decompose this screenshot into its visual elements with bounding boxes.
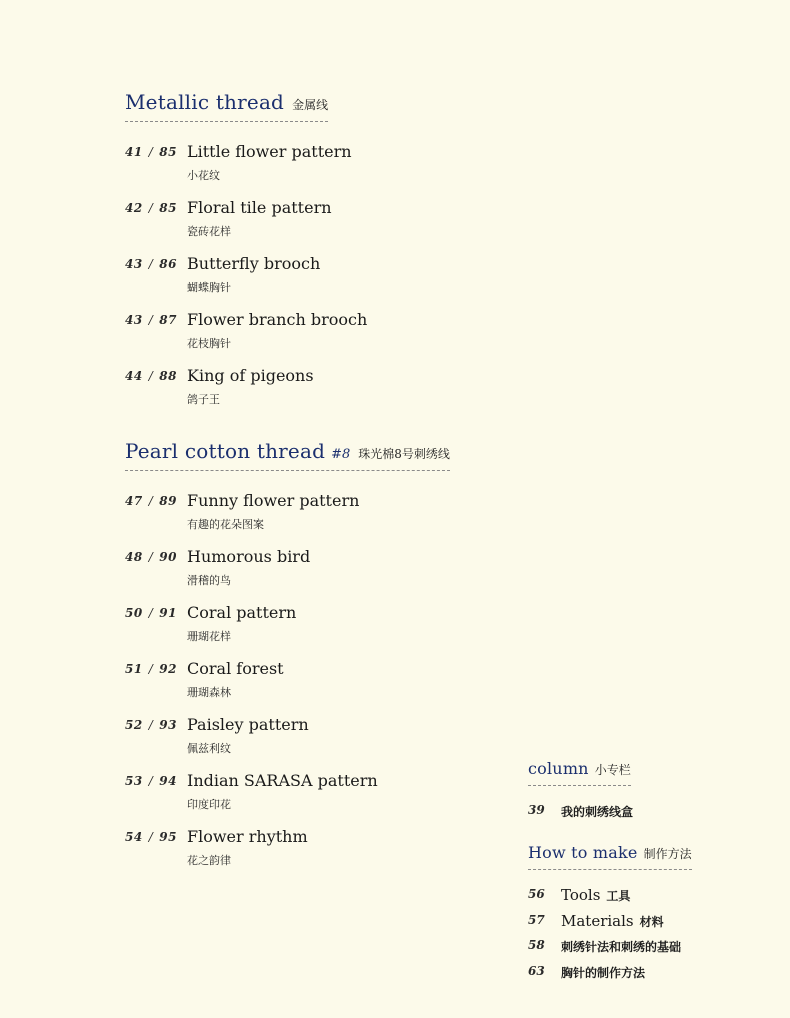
page-numbers: 41 / 85: [125, 145, 177, 159]
entry-title-en: Butterfly brooch: [187, 254, 321, 273]
entry-title-zh: 滑稽的鸟: [187, 574, 231, 587]
item-title-zh: 胸针的制作方法: [561, 965, 646, 980]
entry-title-en: Little flower pattern: [187, 142, 352, 161]
page-number: 56: [528, 887, 545, 901]
item-title: [561, 912, 664, 930]
list-item[interactable]: [125, 603, 450, 659]
section-metallic-thread: [125, 90, 368, 422]
entry-title-en: Coral pattern: [187, 603, 297, 622]
entry-list: [125, 142, 368, 422]
list-item[interactable]: [125, 827, 450, 883]
list-item[interactable]: [125, 142, 352, 198]
list-item[interactable]: [528, 937, 692, 963]
entry-title-en: Indian SARASA pattern: [187, 771, 378, 790]
section-heading: [528, 843, 692, 870]
list-item[interactable]: [125, 254, 328, 310]
section-title-en: Pearl cotton thread: [125, 439, 326, 463]
entry-title-zh: 花枝胸针: [187, 337, 231, 350]
entry-title-zh: 鸽子王: [187, 393, 220, 406]
section-heading: [125, 90, 328, 122]
page-number: 58: [528, 938, 545, 952]
list-item[interactable]: [528, 912, 692, 938]
list-item[interactable]: [528, 963, 692, 989]
section-heading: [125, 439, 450, 471]
how-to-list: [528, 886, 692, 988]
entry-title-zh: 珊瑚森林: [187, 686, 231, 699]
list-item[interactable]: [125, 366, 328, 422]
page-numbers: 54 / 95: [125, 830, 177, 844]
entry-title-zh: 印度印花: [187, 798, 231, 811]
entry-title-en: Coral forest: [187, 659, 284, 678]
list-item[interactable]: [125, 310, 368, 366]
list-item[interactable]: [125, 547, 450, 603]
entry-title-en: Humorous bird: [187, 547, 311, 566]
page-numbers: 50 / 91: [125, 606, 177, 620]
item-title-en: Materials: [561, 911, 634, 930]
list-item[interactable]: [528, 802, 634, 828]
entry-title-en: Flower rhythm: [187, 827, 308, 846]
page-numbers: 43 / 86: [125, 257, 177, 271]
item-title-zh: 工具: [606, 889, 631, 903]
section-title-zh: 小专栏: [594, 763, 631, 777]
entry-title-zh: 佩兹利纹: [187, 742, 231, 755]
list-item[interactable]: [528, 886, 692, 912]
section-title-zh: 金属线: [292, 98, 329, 112]
item-title: [561, 886, 630, 904]
entry-title-zh: 珊瑚花样: [187, 630, 231, 643]
entry-title-zh: 小花纹: [187, 169, 220, 182]
list-item[interactable]: [125, 198, 332, 254]
section-title-zh: 珠光棉8号刺绣线: [358, 447, 450, 461]
list-item[interactable]: [125, 771, 450, 827]
page-numbers: 53 / 94: [125, 774, 177, 788]
section-heading: [528, 759, 631, 786]
entry-title-en: King of pigeons: [187, 366, 314, 385]
section-title-en: How to make: [528, 843, 638, 862]
section-how-to-make: [528, 843, 692, 988]
entry-title-en: Floral tile pattern: [187, 198, 332, 217]
entry-list: [125, 491, 450, 883]
item-title-zh: 材料: [639, 914, 664, 929]
section-title-zh: 制作方法: [643, 847, 692, 861]
entry-title-zh: 花之韵律: [187, 854, 231, 867]
section-column: [528, 759, 634, 828]
list-item[interactable]: [125, 715, 450, 771]
item-title-zh: 我的刺绣线盒: [561, 805, 634, 819]
item-title-zh: 刺绣针法和刺绣的基础: [561, 940, 682, 954]
page-number: 39: [528, 803, 545, 817]
page-numbers: 44 / 88: [125, 369, 177, 383]
page-numbers: 43 / 87: [125, 313, 177, 327]
entry-title-en: Flower branch brooch: [187, 310, 368, 329]
column-list: [528, 802, 634, 828]
page-numbers: 52 / 93: [125, 718, 177, 732]
section-title-number: #8: [331, 447, 351, 462]
page-numbers: 47 / 89: [125, 494, 177, 508]
page-numbers: 51 / 92: [125, 662, 177, 676]
page-numbers: 42 / 85: [125, 201, 177, 215]
section-pearl-cotton-thread: [125, 439, 450, 883]
entry-title-en: Paisley pattern: [187, 715, 309, 734]
item-title-en: Tools: [561, 886, 601, 904]
section-title-en: Metallic thread: [125, 90, 285, 114]
entry-title-zh: 有趣的花朵图案: [187, 518, 264, 531]
page-number: 63: [528, 963, 545, 978]
page-numbers: 48 / 90: [125, 550, 177, 564]
page-number: 57: [528, 912, 545, 927]
entry-title-zh: 蝴蝶胸针: [187, 281, 231, 294]
list-item[interactable]: [125, 491, 450, 547]
entry-title-en: Funny flower pattern: [187, 491, 360, 510]
list-item[interactable]: [125, 659, 450, 715]
section-title-en: column: [528, 759, 589, 778]
entry-title-zh: 瓷砖花样: [187, 225, 231, 238]
